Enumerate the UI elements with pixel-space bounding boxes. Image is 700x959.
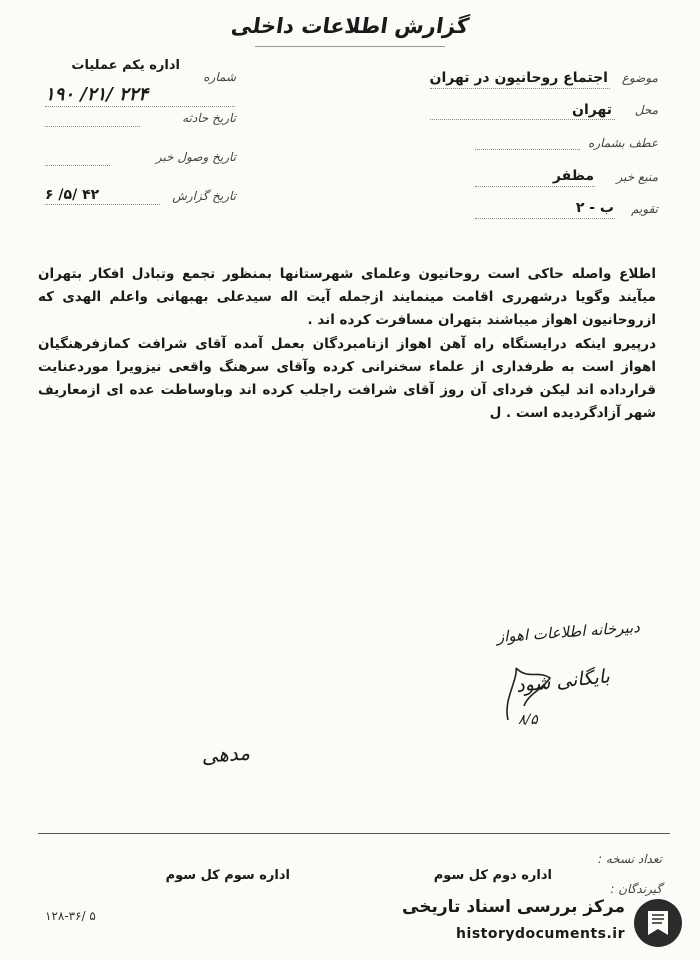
location-label: محل: [634, 103, 658, 117]
recipient-1: اداره دوم کل سوم: [433, 868, 552, 883]
body-paragraph-1: اطلاع واصله حاکی است روحانیون وعلمای شهرستانها بمنظور تجمع وتبادل افکار بتهران میآیند وگویا درشهرری اقامت مینمایند ازجمله آیت اله سیدعلی بهبهانی واعلم الهدی که ازروحانیون اهواز میباشند بتهران مسافرت کرده اند .: [38, 266, 656, 329]
bottom-handwritten-sign: مدهی: [200, 740, 251, 768]
watermark-url: historydocuments.ir: [456, 926, 625, 942]
footer-rule: [38, 833, 670, 834]
department-name: اداره یکم عملیات: [71, 58, 180, 73]
receipt-date-label: تاریخ وصول خبر: [155, 150, 236, 164]
copies-label: تعداد نسخه :: [597, 852, 662, 866]
incident-date-label: تاریخ حادثه: [182, 111, 236, 125]
subject-value: اجتماع روحانیون در تهران: [429, 70, 608, 86]
watermark-title: مرکز بررسی اسناد تاریخی: [402, 897, 625, 917]
reference-label: عطف بشماره: [588, 136, 658, 150]
evaluation-label: تقویم: [631, 202, 658, 216]
report-date-value: ۶ /۵/ ۴۲: [45, 187, 100, 203]
number-value: ۱۹۰ /۲۱/ ۲۲۴: [45, 84, 149, 105]
number-dotted-line: [45, 106, 235, 107]
source-label: منبع خبر: [616, 170, 658, 184]
archive-seal-icon: [632, 897, 684, 949]
subject-dotted-line: [430, 88, 610, 89]
title-underline: [255, 46, 445, 47]
report-date-label: تاریخ گزارش: [172, 189, 236, 203]
report-body: [38, 263, 656, 425]
subject-label: موضوع: [621, 71, 658, 85]
handwritten-signature: بایگانی شود: [514, 665, 611, 697]
source-dotted-line: [475, 186, 595, 187]
signature-date: ۸/۵: [518, 712, 538, 728]
document-title: گزارش اطلاعات داخلی: [229, 14, 471, 38]
body-paragraph-2: درپیرو اینکه درایستگاه راه آهن اهواز ازنامبردگان بعمل آمده آقای شرافت کمازفرهنگیان اهواز است به طرفداری از علماء سخنرانی کرده وآقای سرهنگ واقعی نیزویرا موردعنایت قرارداده اند لیکن فردای آن روز آقای شرافت راجلب کرده اند وباوساطت عده ای ازمعاریف شهر آزادگردیده است . ل: [38, 335, 656, 422]
receipt-date-dotted-line: [45, 165, 110, 166]
evaluation-dotted-line: [475, 218, 615, 219]
handwritten-note: دبیرخانه اطلاعات اهواز: [496, 618, 641, 646]
location-value: تهران: [572, 102, 612, 118]
location-dotted-line: [430, 119, 615, 120]
incident-date-dotted-line: [45, 126, 140, 127]
reference-dotted-line: [475, 149, 580, 150]
recipients-label: گیرندگان :: [610, 882, 662, 896]
document-code: ۱۲۸-۳۶/ ۵: [45, 909, 96, 923]
recipient-2: اداره سوم کل سوم: [165, 868, 290, 883]
number-label: شماره: [203, 70, 236, 84]
report-date-dotted-line: [45, 204, 160, 205]
evaluation-value: ب - ۲: [575, 200, 614, 216]
source-value: مظفر: [552, 168, 594, 184]
